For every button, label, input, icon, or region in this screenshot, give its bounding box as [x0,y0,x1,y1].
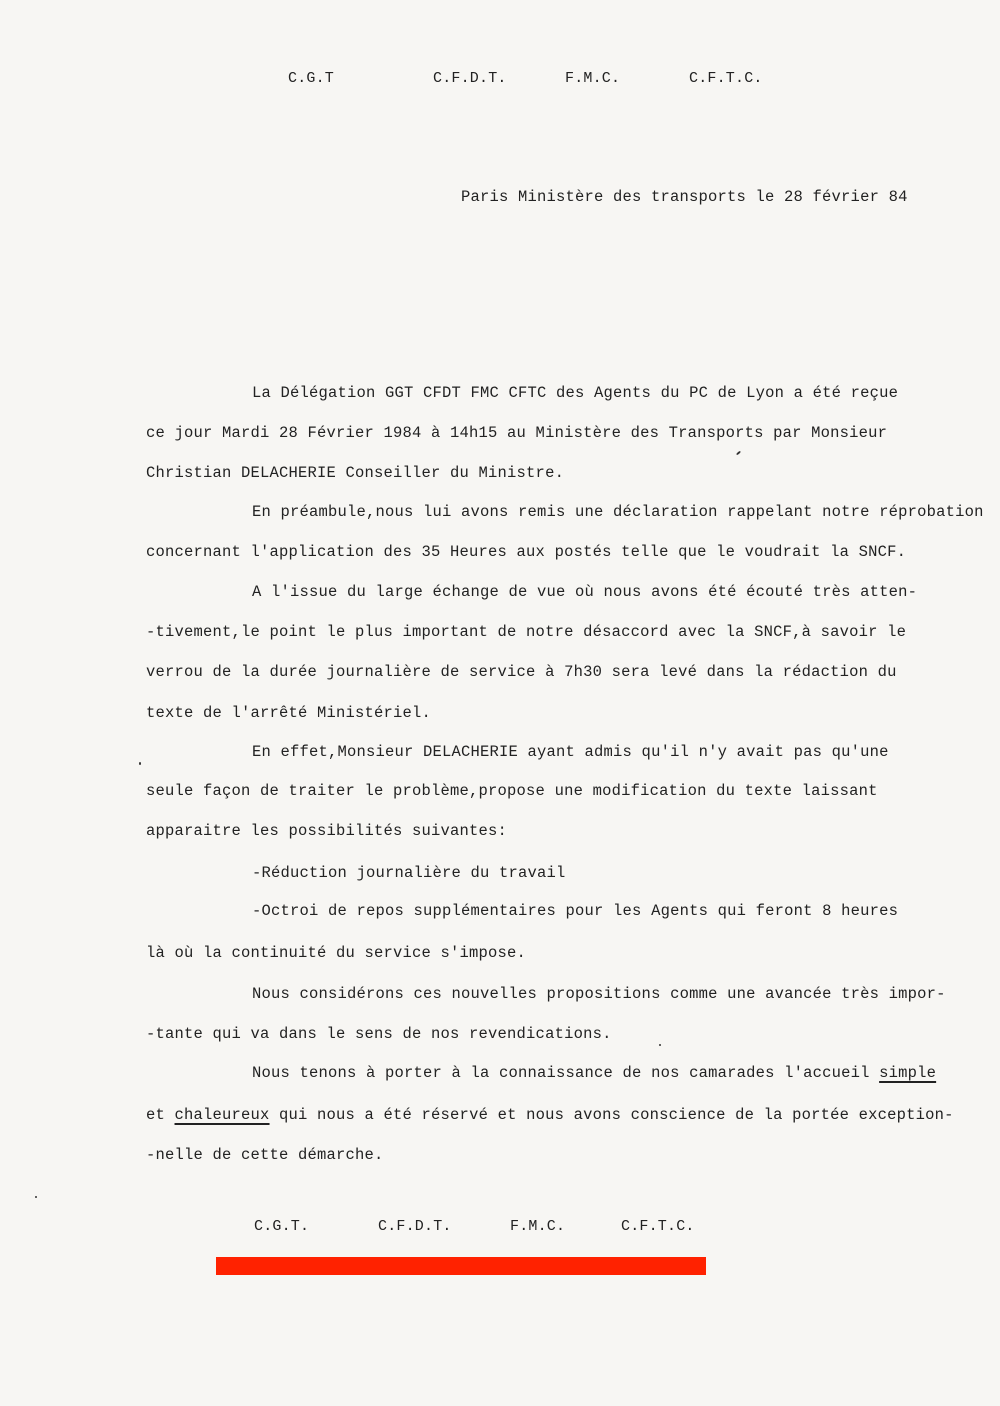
body-line: verrou de la durée journalière de service à 7h30 sera levé dans la rédaction du [146,663,897,681]
body-line: texte de l'arrêté Ministériel. [146,704,432,722]
body-line [252,1064,936,1082]
body-line: -nelle de cette démarche. [146,1146,384,1164]
header-union-cftc: C.F.T.C. [689,70,763,87]
body-line: -tante qui va dans le sens de nos revendications. [146,1025,612,1043]
signature-union-cftc: C.F.T.C. [621,1218,695,1235]
paper-speck [659,1044,661,1046]
body-line: apparaitre les possibilités suivantes: [146,822,508,840]
body-line: -tivement,le point le plus important de notre désaccord avec la SNCF,à savoir le [146,623,907,641]
body-line: En effet,Monsieur DELACHERIE ayant admis qu'il n'y avait pas qu'une [252,743,889,761]
body-line [146,1106,954,1124]
dateline: Paris Ministère des transports le 28 février 84 [461,188,908,206]
header-union-fmc: F.M.C. [565,70,621,87]
body-text: Nous tenons à porter à la connaissance de nos camarades l'accueil [252,1064,880,1082]
signature-union-fmc: F.M.C. [510,1218,566,1235]
paper-speck [35,1196,37,1198]
body-line: En préambule,nous lui avons remis une déclaration rappelant notre réprobation [252,503,984,521]
underlined-word: simple [879,1064,937,1082]
underlined-word: chaleureux [174,1106,270,1124]
redaction-bar [216,1257,706,1275]
body-line: La Délégation GGT CFDT FMC CFTC des Agents du PC de Lyon a été reçue [252,384,899,402]
pen-mark [736,451,741,456]
paper-speck [139,762,141,765]
body-line: A l'issue du large échange de vue où nous avons été écouté très atten- [252,583,918,601]
list-item: -Octroi de repos supplémentaires pour les Agents qui feront 8 heures [252,902,899,920]
body-line: Christian DELACHERIE Conseiller du Ministre. [146,464,565,482]
body-line: là où la continuité du service s'impose. [146,944,527,962]
signature-union-cgt: C.G.T. [254,1218,310,1235]
header-union-cfdt: C.F.D.T. [433,70,507,87]
body-line: concernant l'application des 35 Heures aux postés telle que le voudrait la SNCF. [146,543,907,561]
list-item: -Réduction journalière du travail [252,864,566,882]
body-text: qui nous a été réservé et nous avons conscience de la portée exception- [269,1106,954,1124]
header-union-cgt: C.G.T [288,70,335,87]
signature-union-cfdt: C.F.D.T. [378,1218,452,1235]
body-text: et [146,1106,175,1124]
body-line: Nous considérons ces nouvelles propositions comme une avancée très impor- [252,985,946,1003]
body-line: ce jour Mardi 28 Février 1984 à 14h15 au Ministère des Transports par Monsieur [146,424,888,442]
body-line: seule façon de traiter le problème,propose une modification du texte laissant [146,782,878,800]
